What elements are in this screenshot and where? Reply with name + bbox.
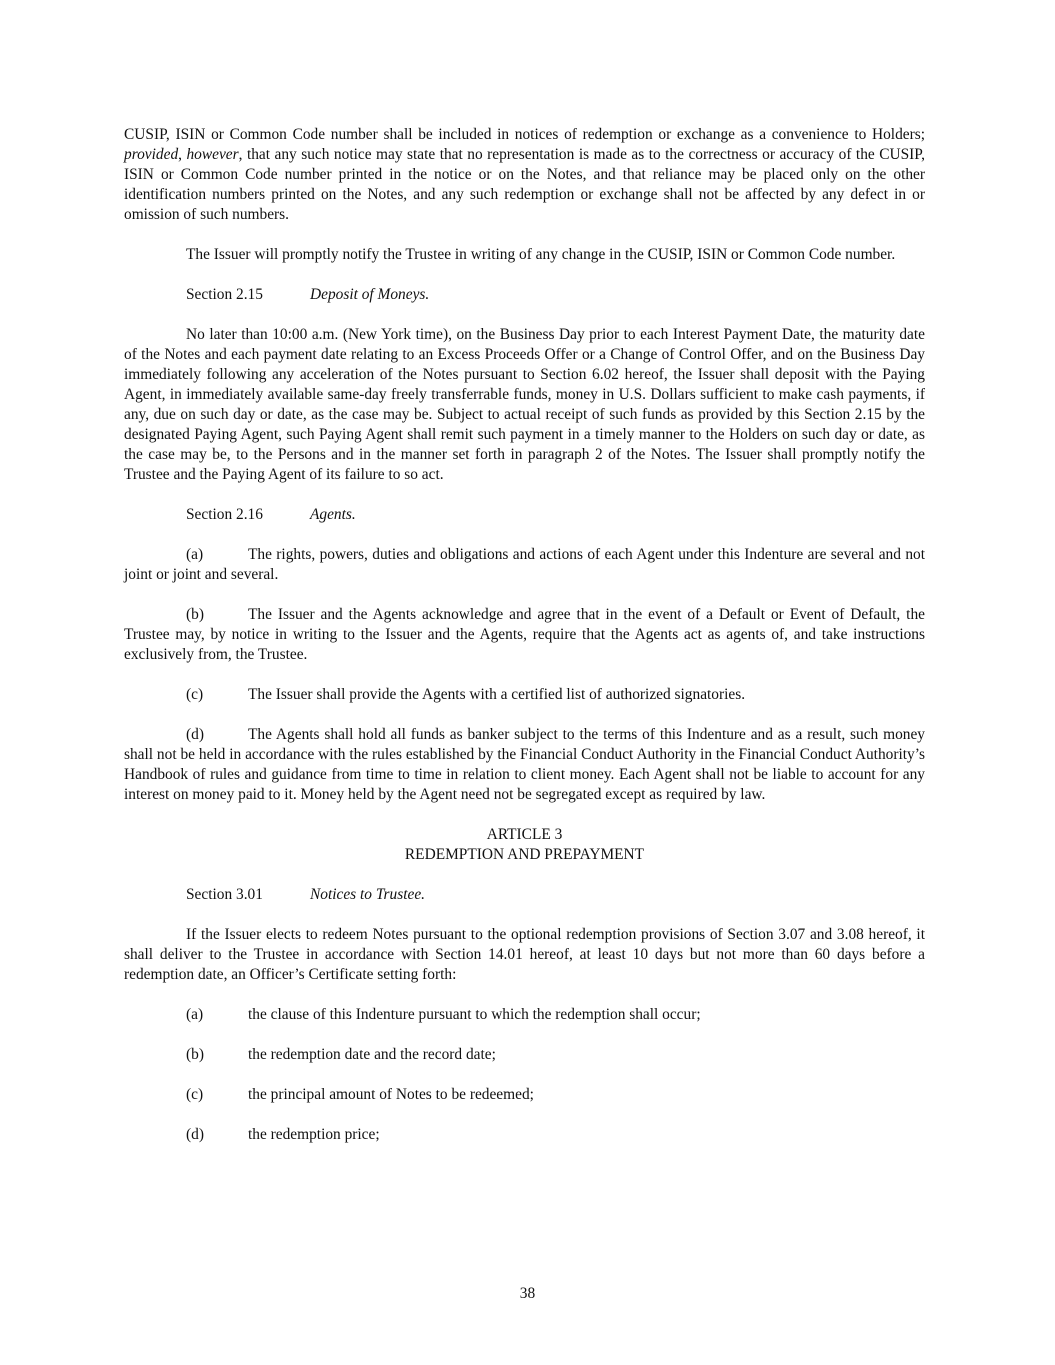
list-text: the clause of this Indenture pursuant to which the redemption shall occur; — [248, 1006, 701, 1023]
section-number: Section 2.16 — [186, 506, 263, 523]
clause-label: (b) — [186, 606, 204, 623]
paragraph-cusip-notice — [124, 125, 925, 225]
list-item-d — [124, 1125, 925, 1145]
list-text: the redemption price; — [248, 1126, 380, 1143]
list-label: (b) — [186, 1046, 204, 1063]
clause-text: The Issuer and the Agents acknowledge and agree that in the event of a Default or Event of Default, the Trustee may, by notice in writing to the Issuer and the Agents, require that the Agents act as agents of, and take instructions exclusively from, the Trustee. — [124, 606, 925, 663]
clause-label: (d) — [186, 726, 204, 743]
clause-text: The Agents shall hold all funds as banker subject to the terms of this Indenture and as a result, such money shall not be held in accordance with the rules established by the Financial Conduct Authority in the Financial Conduct Authority’s Handbook of rules and guidance from time to time in relation to client money. Each Agent shall not be liable to account for any interest on money paid to it. Money held by the Agent need not be segregated except as required by law. — [124, 726, 925, 803]
paragraph-redemption-election: If the Issuer elects to redeem Notes pursuant to the optional redemption provisions of Section 3.07 and 3.08 hereof, it shall deliver to the Trustee in accordance with Section 14.01 hereof, at least 10 days but not more than 60 days before a redemption date, an Officer’s Certificate setting forth: — [124, 926, 925, 983]
agents-clause-a — [124, 545, 925, 585]
clause-label: (a) — [186, 546, 204, 563]
paragraph-text: , — [178, 146, 187, 163]
section-heading-2-15 — [124, 285, 925, 305]
clause-label: (c) — [186, 686, 204, 703]
article-title: REDEMPTION AND PREPAYMENT — [404, 846, 645, 863]
article-heading — [124, 825, 925, 865]
document-page — [124, 125, 925, 1165]
agents-clause-c — [124, 685, 925, 705]
list-text: the redemption date and the record date; — [248, 1046, 496, 1063]
section-number: Section 3.01 — [186, 886, 263, 903]
section-heading-2-16 — [124, 505, 925, 525]
article-number: ARTICLE 3 — [486, 826, 563, 843]
paragraph-text: , that any such notice may state that no representation is made as to the correctness or accuracy of the CUSIP, ISIN or Common Code number printed in the notice or on the Notes, and that reliance may be placed only on the other identification numbers printed on the Notes, and any such redemption or exchange shall not be affected by any defect in or omission of such numbers. — [124, 146, 925, 223]
list-text: the principal amount of Notes to be redeemed; — [248, 1086, 534, 1103]
list-label: (c) — [186, 1086, 204, 1103]
section-number: Section 2.15 — [186, 286, 263, 303]
list-label: (d) — [186, 1126, 204, 1143]
paragraph-deposit-of-moneys: No later than 10:00 a.m. (New York time), on the Business Day prior to each Interest Payment Date, the maturity date of the Notes and each payment date relating to an Excess Proceeds Offer or a Change of Control Offer, and on the Business Day immediately following any acceleration of the Notes pursuant to Section 6.02 hereof, the Issuer shall deposit with the Paying Agent, in immediately available same-day freely transferrable funds, money in U.S. Dollars sufficient to make cash payments, if any, due on such day or date, as the case may be. Subject to actual receipt of such funds as provided by this Section 2.15 by the designated Paying Agent, such Paying Agent shall remit such payment in a timely manner to the Holders on such day or date, as the case may be, to the Persons and in the manner set forth in paragraph 2 of the Notes. The Issuer shall promptly notify the Trustee and the Paying Agent of its failure to so act. — [124, 326, 925, 483]
emphasis-provided: provided — [124, 146, 179, 163]
list-item-c — [124, 1085, 925, 1105]
section-title: Agents. — [310, 506, 356, 523]
clause-text: The Issuer shall provide the Agents with a certified list of authorized signatories. — [248, 686, 746, 703]
list-label: (a) — [186, 1006, 204, 1023]
section-title: Notices to Trustee. — [310, 886, 426, 903]
clause-text: The rights, powers, duties and obligations and actions of each Agent under this Indenture are several and not joint or joint and several. — [124, 546, 925, 583]
section-title: Deposit of Moneys. — [310, 286, 430, 303]
list-item-a — [124, 1005, 925, 1025]
emphasis-however: however — [186, 146, 239, 163]
paragraph-text: CUSIP, ISIN or Common Code number shall be included in notices of redemption or exchange as a convenience to Holders; — [124, 126, 925, 143]
list-item-b — [124, 1045, 925, 1065]
section-heading-3-01 — [124, 885, 925, 905]
agents-clause-b — [124, 605, 925, 665]
agents-clause-d — [124, 725, 925, 805]
paragraph-issuer-notify: The Issuer will promptly notify the Trustee in writing of any change in the CUSIP, ISIN or Common Code number. — [186, 246, 896, 263]
page-number: 38 — [519, 1285, 536, 1302]
